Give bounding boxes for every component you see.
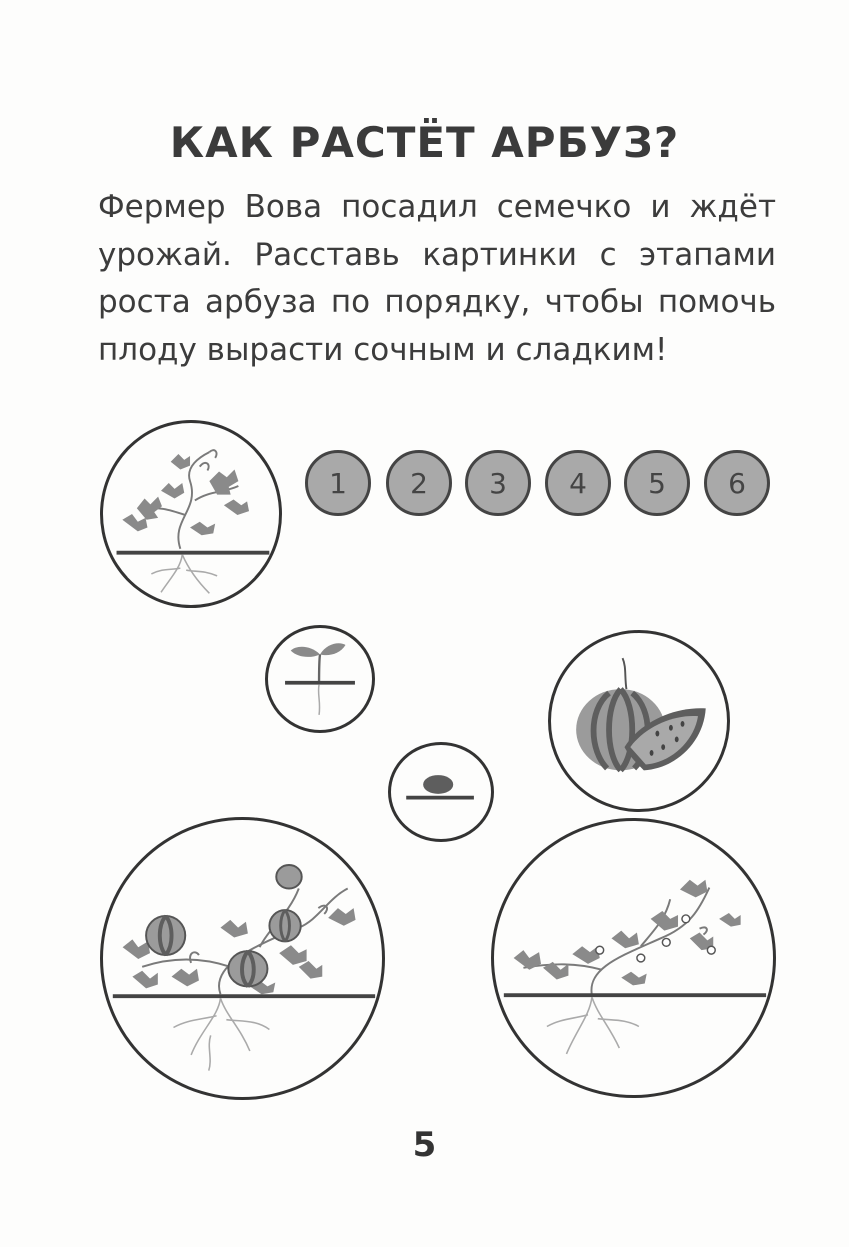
order-badge-2[interactable]: 2 xyxy=(386,450,452,516)
order-badge-4[interactable]: 4 xyxy=(545,450,611,516)
flowering-plant-icon xyxy=(494,821,773,1095)
stage-picture-fruiting-plant[interactable] xyxy=(100,817,385,1100)
plant-with-fruits-icon xyxy=(103,820,382,1097)
stage-picture-sprout[interactable] xyxy=(265,625,375,733)
stage-picture-watermelon[interactable] xyxy=(548,630,730,812)
watermelon-and-slice-icon xyxy=(551,633,727,809)
order-badge-1[interactable]: 1 xyxy=(305,450,371,516)
page-title: КАК РАСТЁТ АРБУЗ? xyxy=(169,118,680,167)
page-number: 5 xyxy=(412,1125,437,1165)
order-badge-3[interactable]: 3 xyxy=(465,450,531,516)
stage-picture-seed[interactable] xyxy=(388,742,494,842)
stage-picture-plant[interactable] xyxy=(100,420,282,608)
plant-with-leaves-and-roots-icon xyxy=(103,423,279,605)
order-badge-6[interactable]: 6 xyxy=(704,450,770,516)
sprout-icon xyxy=(268,628,372,730)
seed-icon xyxy=(391,745,491,839)
instruction-text: Фермер Вова посадил семечко и ждёт урожай. Расставь картинки с этапами роста арбуза по порядку, чтобы помочь плоду вырасти сочным и сладким! xyxy=(98,189,776,368)
stage-picture-flowering-plant[interactable] xyxy=(491,818,776,1098)
order-badge-5[interactable]: 5 xyxy=(624,450,690,516)
